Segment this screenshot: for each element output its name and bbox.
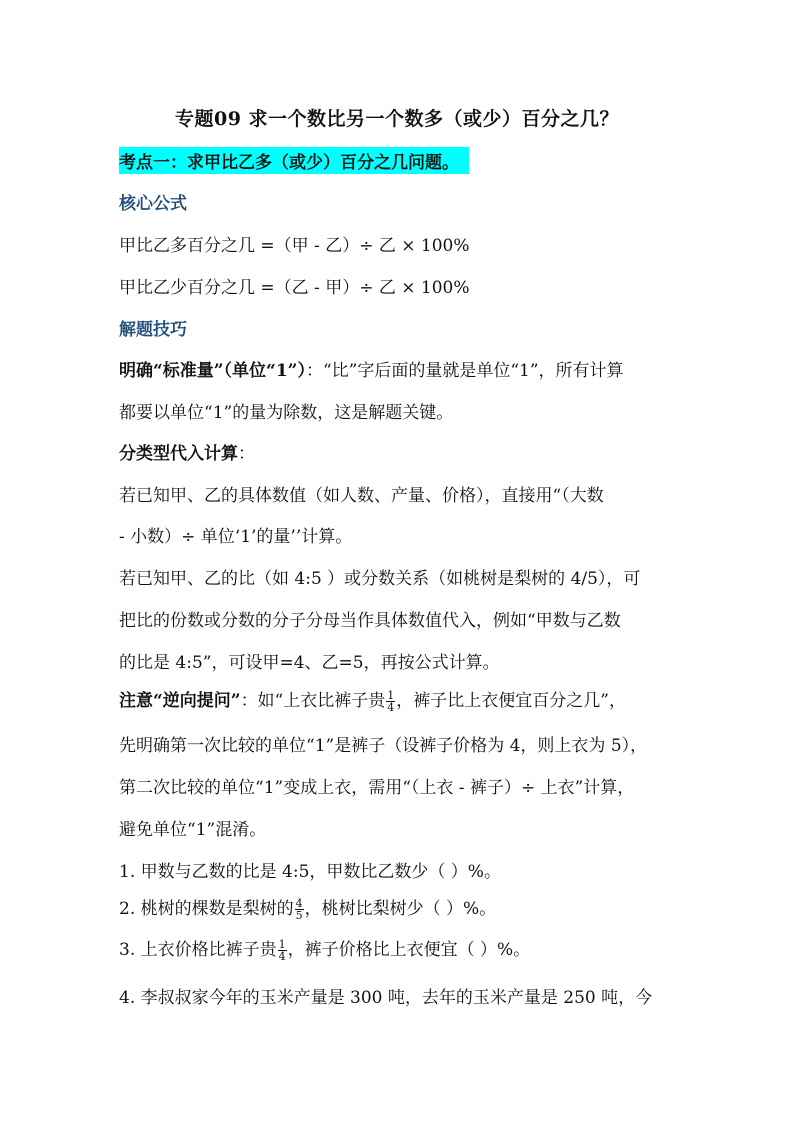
note-line4: 避免单位“1”混淆。 <box>119 820 267 840</box>
tip2-line5: 的比是 4:5”，可设甲=4、乙=5，再按公式计算。 <box>119 653 500 673</box>
fraction-denominator: 4 <box>278 950 286 963</box>
fraction-numerator: 1 <box>278 938 286 951</box>
fraction-numerator: 1 <box>387 689 395 702</box>
tip2-line1: 若已知甲、乙的具体数值（如人数、产量、价格），直接用“（大数 <box>119 486 604 506</box>
question-3-b: ，裤子价格比上衣便宜（ ）%。 <box>287 940 531 960</box>
question-2-a: 2. 桃树的棵数是梨树的 <box>119 899 294 919</box>
question-2-b: ，桃树比梨树少（ ）%。 <box>304 899 497 919</box>
question-3-a: 3. 上衣价格比裤子贵 <box>119 940 277 960</box>
fraction-one-quarter <box>278 939 287 962</box>
note-bold: 注意“逆向提问” <box>119 691 241 711</box>
tip2-heading-line <box>119 439 255 464</box>
tip2-line4: 把比的份数或分数的分子分母当作具体数值代入，例如“甲数与乙数 <box>119 611 621 631</box>
fraction-one-quarter <box>386 690 395 713</box>
fraction-numerator: 4 <box>295 897 303 910</box>
tip1-line1 <box>119 356 624 381</box>
note-line3: 第二次比较的单位“1”变成上衣，需用“（上衣 - 裤子）÷ 上衣”计算， <box>119 778 635 798</box>
note-line2: 先明确第一次比较的单位“1”是裤子（设裤子价格为 4，则上衣为 5）， <box>119 736 648 756</box>
tip2-line2: - 小数）÷ 单位‘1’的量’’计算。 <box>119 527 353 547</box>
fraction-denominator: 4 <box>387 701 395 714</box>
tips-heading: 解题技巧 <box>119 320 187 340</box>
note-l1-a: ：如“上衣比裤子贵 <box>240 691 386 711</box>
note-line1 <box>119 686 626 713</box>
kaodian-highlight: 考点一：求甲比乙多（或少）百分之几问题。 <box>119 147 469 174</box>
page-title: 专题09 求一个数比另一个数多（或少）百分之几？ <box>174 108 620 130</box>
tip1-line2: 都要以单位“1”的量为除数，这是解题关键。 <box>119 403 454 423</box>
formula-less: 甲比乙少百分之几 =（乙 - 甲）÷ 乙 × 100% <box>119 278 470 298</box>
formula-more: 甲比乙多百分之几 =（甲 - 乙）÷ 乙 × 100% <box>119 236 470 256</box>
question-2 <box>119 894 496 921</box>
formula-heading: 核心公式 <box>119 194 187 214</box>
question-4: 4. 李叔叔家今年的玉米产量是 300 吨，去年的玉米产量是 250 吨，今 <box>119 988 653 1008</box>
tip1-bold: 明确“标准量”（单位“1”） <box>119 361 306 381</box>
tip2-colon: ： <box>238 444 255 464</box>
question-3 <box>119 935 530 962</box>
question-1: 1. 甲数与乙数的比是 4:5，甲数比乙数少（ ）%。 <box>119 862 501 882</box>
fraction-four-fifths <box>295 898 304 921</box>
note-l1-b: ，裤子比上衣便宜百分之几”， <box>396 691 626 711</box>
fraction-denominator: 5 <box>295 909 303 922</box>
tip1-rest: ：“比”字后面的量就是单位“1”，所有计算 <box>305 361 624 381</box>
tip2-heading: 分类型代入计算 <box>119 444 238 464</box>
tip2-line3: 若已知甲、乙的比（如 4:5 ）或分数关系（如桃树是梨树的 4/5），可 <box>119 569 641 589</box>
